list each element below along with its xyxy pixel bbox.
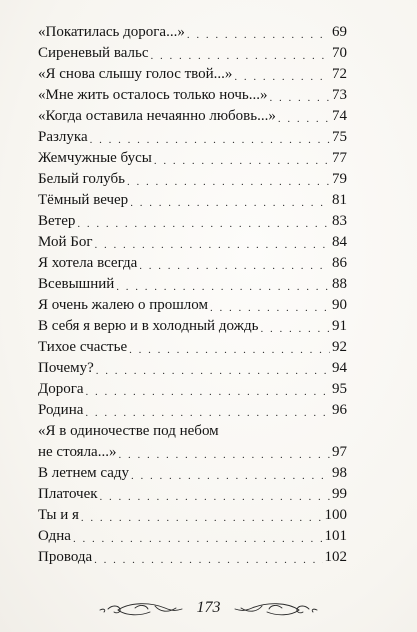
toc-entry-page: 77 (332, 150, 347, 166)
toc-entry-title: Сиреневый вальс (38, 45, 149, 61)
toc-entry (38, 421, 347, 463)
toc-entry-page: 86 (332, 255, 347, 271)
toc-entry (38, 190, 347, 211)
dot-leader (94, 553, 322, 568)
toc-entry-title: Мой Бог (38, 234, 93, 250)
dot-leader (81, 511, 323, 526)
toc-entry-title: Всевышний (38, 276, 115, 292)
toc-entry-page: 102 (324, 549, 347, 565)
toc-entry-title: Ветер (38, 213, 76, 229)
toc-entry-title: Почему? (38, 360, 94, 376)
toc-entry-page: 100 (324, 507, 347, 523)
dot-leader (210, 301, 330, 316)
toc-entry-title: Я очень жалею о прошлом (38, 297, 208, 313)
dot-leader (154, 154, 330, 169)
toc-entry (38, 253, 347, 274)
toc-entry-page: 98 (332, 465, 347, 481)
toc-entry-title-line: не стояла...» (38, 444, 117, 460)
toc-entry (38, 22, 347, 43)
toc-entry-page: 70 (332, 45, 347, 61)
toc-entry-title: Разлука (38, 129, 88, 145)
toc-entry (38, 211, 347, 232)
toc-entry (38, 505, 347, 526)
dot-leader (270, 91, 330, 106)
toc-entry (38, 547, 347, 568)
toc-entry-title: В себя я верю и в холодный дождь (38, 318, 259, 334)
dot-leader (100, 490, 330, 505)
toc-entry-page: 69 (332, 24, 347, 40)
toc-entry-page: 97 (332, 444, 347, 460)
toc-entry-title: Одна (38, 528, 71, 544)
toc-entry-title: «Когда оставила нечаянно любовь...» (38, 108, 276, 124)
toc-entry-page: 92 (332, 339, 347, 355)
dot-leader (85, 406, 330, 421)
toc-entry-page: 91 (332, 318, 347, 334)
toc-entry-title: Провода (38, 549, 93, 565)
dot-leader (96, 364, 330, 379)
toc-entry-title-line: «Я в одиночестве под небом (38, 423, 219, 439)
toc-entry-page: 75 (332, 129, 347, 145)
toc-entry-title: Жемчужные бусы (38, 150, 152, 166)
toc-entry (38, 274, 347, 295)
toc-entry-title: Дорога (38, 381, 84, 397)
toc-entry-title: «Покатилась дорога...» (38, 24, 185, 40)
toc-entry (38, 337, 347, 358)
toc-entry-page: 101 (324, 528, 347, 544)
toc-entry-title: Родина (38, 402, 84, 418)
dot-leader (150, 49, 330, 64)
toc-entry-title: Платочек (38, 486, 98, 502)
dot-leader (234, 70, 330, 85)
dot-leader (139, 259, 330, 274)
dot-leader (77, 217, 330, 232)
dot-leader (86, 385, 330, 400)
toc-entry-page: 79 (332, 171, 347, 187)
dot-leader (90, 133, 330, 148)
toc-entry-page: 88 (332, 276, 347, 292)
toc-entry-page: 74 (332, 108, 347, 124)
toc-entry-page: 81 (332, 192, 347, 208)
dot-leader (278, 112, 330, 127)
toc-entry (38, 43, 347, 64)
dot-leader (127, 175, 330, 190)
dot-leader (118, 448, 330, 463)
toc-entry-page: 73 (332, 87, 347, 103)
page-number: 173 (196, 599, 221, 616)
toc-entry (38, 295, 347, 316)
toc-entry (38, 463, 347, 484)
toc-entry-page: 83 (332, 213, 347, 229)
toc-entry-page: 96 (332, 402, 347, 418)
toc-entry (38, 169, 347, 190)
dot-leader (73, 532, 323, 547)
toc-entry-title: «Мне жить осталось только ночь...» (38, 87, 268, 103)
toc-entry-page: 84 (332, 234, 347, 250)
dot-leader (116, 280, 330, 295)
toc-entry-title: Тихое счастье (38, 339, 128, 355)
toc-entry (38, 358, 347, 379)
toc-entry (38, 484, 347, 505)
toc-entry (38, 127, 347, 148)
dot-leader (131, 469, 330, 484)
toc-entry (38, 379, 347, 400)
toc-entry-title: Ты и я (38, 507, 79, 523)
toc-entry-title: Белый голубь (38, 171, 125, 187)
table-of-contents (38, 22, 347, 568)
toc-entry-title: Я хотела всегда (38, 255, 138, 271)
dot-leader (260, 322, 330, 337)
dot-leader (130, 196, 330, 211)
toc-entry (38, 400, 347, 421)
toc-entry (38, 85, 347, 106)
toc-entry (38, 64, 347, 85)
toc-entry (38, 316, 347, 337)
dot-leader (129, 343, 330, 358)
toc-entry-page: 99 (332, 486, 347, 502)
toc-entry (38, 106, 347, 127)
dot-leader (95, 238, 330, 253)
toc-entry (38, 232, 347, 253)
toc-entry-page: 90 (332, 297, 347, 313)
toc-entry-title: Тёмный вечер (38, 192, 129, 208)
toc-entry-page: 95 (332, 381, 347, 397)
toc-entry-title: «Я снова слышу голос твой...» (38, 66, 233, 82)
page-footer (0, 594, 417, 624)
toc-entry-page: 72 (332, 66, 347, 82)
toc-entry-title: В летнем саду (38, 465, 130, 481)
dot-leader (187, 28, 330, 43)
toc-entry-page: 94 (332, 360, 347, 376)
toc-entry (38, 148, 347, 169)
toc-entry (38, 526, 347, 547)
